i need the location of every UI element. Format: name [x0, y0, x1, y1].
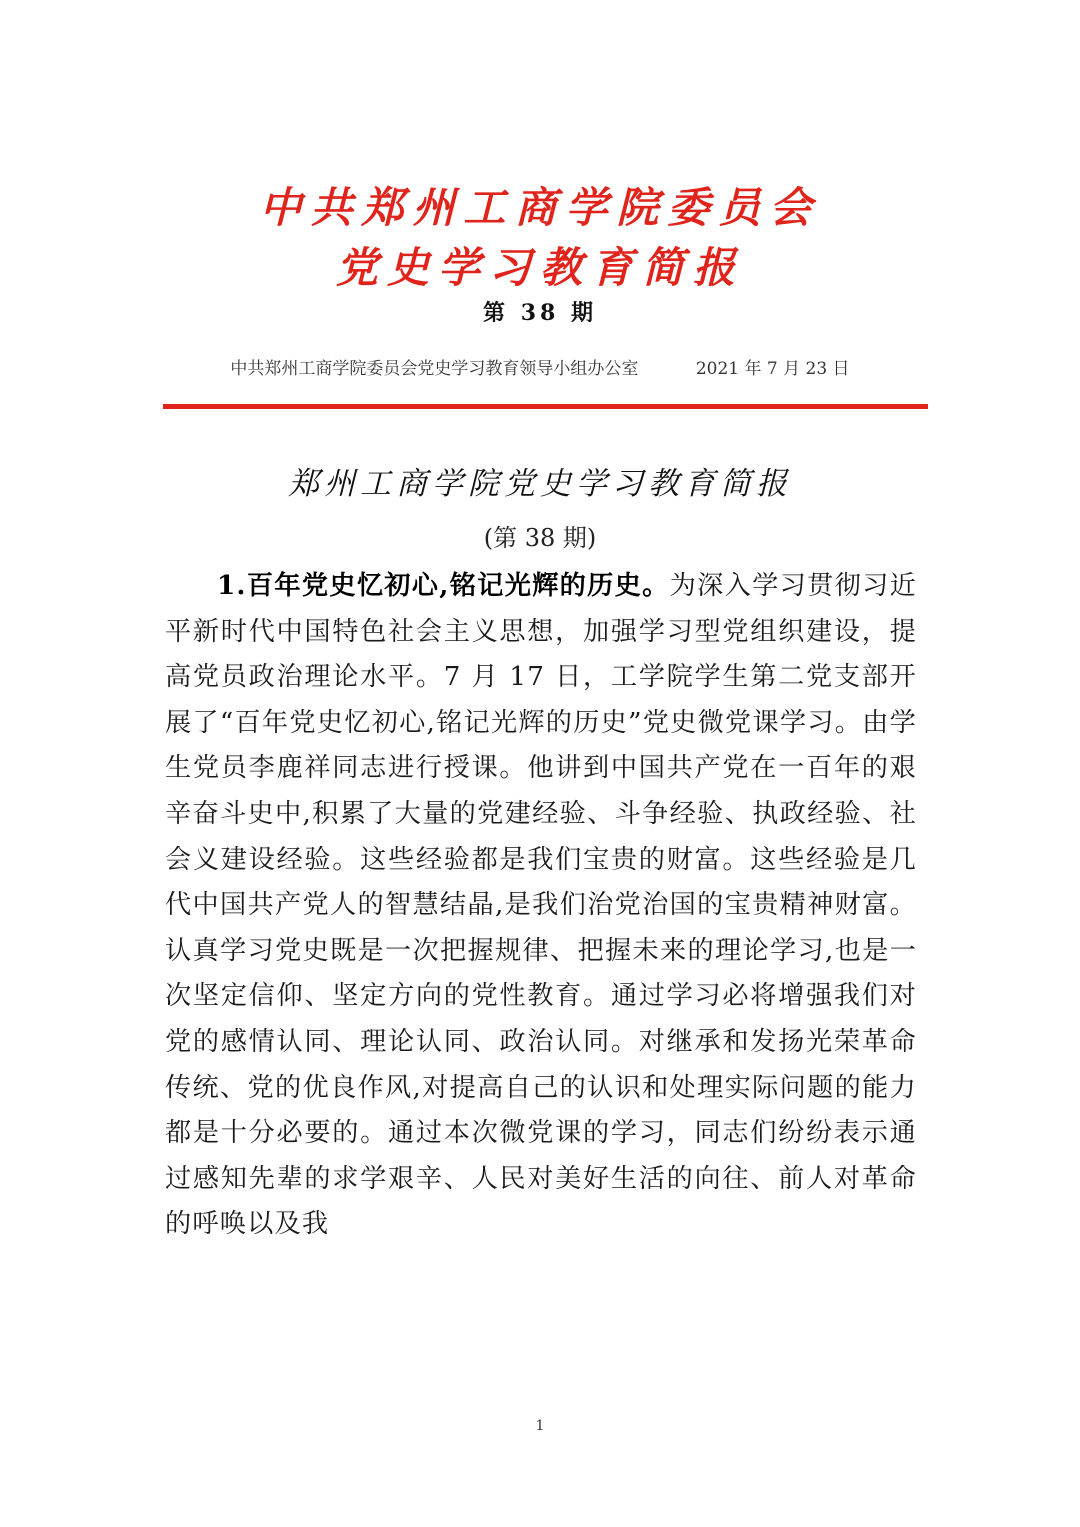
article-body — [165, 563, 917, 1248]
issuer-row — [0, 354, 1080, 379]
masthead — [0, 178, 1080, 298]
article-issue: (第 38 期) — [483, 524, 597, 552]
issue-number: 第 38 期 — [483, 300, 597, 326]
article-title: 郑州工商学院党史学习教育简报 — [288, 466, 792, 502]
article-lead: 1.百年党史忆初心,铭记光辉的历史。 — [217, 570, 670, 601]
page-number: 1 — [535, 1418, 545, 1434]
article-body-text: 为深入学习贯彻习近平新时代中国特色社会主义思想，加强学习型党组织建设，提高党员政治理论水平。7 月 17 日，工学院学生第二党支部开展了“百年党史忆初心,铭记光辉的历史”党史微党课学习。由学生党员李鹿祥同志进行授课。他讲到中国共产党在一百年的艰辛奋斗史中,积累了大量的党建经验、斗争经验、执政经验、社会义建设经验。这些经验都是我们宝贵的财富。这些经验是几代中国共产党人的智慧结晶,是我们治党治国的宝贵精神财富。认真学习党史既是一次把握规律、把握未来的理论学习,也是一次坚定信仰、坚定方向的党性教育。通过学习必将增强我们对党的感情认同、理论认同、政治认同。对继承和发扬光荣革命传统、党的优良作风,对提高自己的认识和处理实际问题的能力都是十分必要的。通过本次微党课的学习，同志们纷纷表示通过感知先辈的求学艰辛、人民对美好生活的向往、前人对革命的呼唤以及我 — [165, 571, 917, 1240]
issue-date: 2021 年 7 月 23 日 — [695, 359, 850, 379]
issuer-office: 中共郑州工商学院委员会党史学习教育领导小组办公室 — [230, 359, 639, 379]
masthead-title-line-2: 党史学习教育简报 — [335, 243, 744, 292]
masthead-divider — [163, 404, 928, 409]
masthead-title-line-1: 中共郑州工商学院委员会 — [259, 183, 821, 232]
